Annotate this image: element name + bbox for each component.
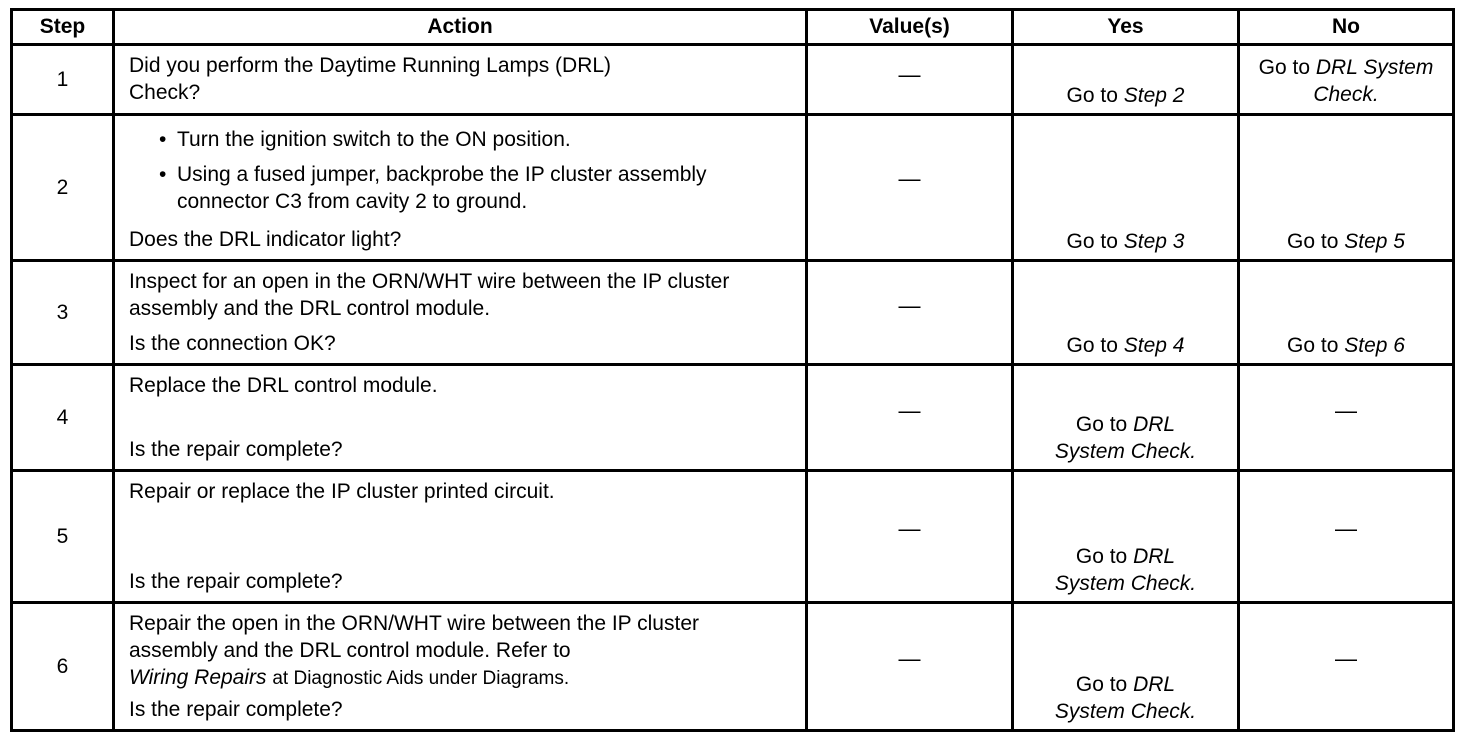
action-bullets: [129, 126, 795, 215]
header-yes: Yes: [1013, 10, 1239, 45]
no-result: Go to DRL System Check.: [1258, 56, 1434, 106]
values-cell: [807, 45, 1013, 115]
yes-cell: [1013, 365, 1239, 471]
values-cell: [807, 471, 1013, 603]
no-cell: [1239, 115, 1454, 261]
yes-cell: [1013, 261, 1239, 365]
step-number: 4: [12, 365, 114, 471]
action-cell: [114, 45, 807, 115]
header-action: Action: [114, 10, 807, 45]
action-cell: [114, 115, 807, 261]
table-row: [12, 261, 1454, 365]
no-cell: [1239, 45, 1454, 115]
action-text: Did you perform the Daytime Running Lamps (DRL) Check?: [129, 54, 612, 104]
action-question: Is the repair complete?: [129, 438, 343, 461]
no-dash: —: [1335, 646, 1357, 671]
table-row: [12, 603, 1454, 731]
value-dash: —: [898, 515, 921, 541]
no-dash: —: [1335, 515, 1357, 541]
table-row: [12, 365, 1454, 471]
yes-result: Go to DRL System Check.: [1054, 673, 1197, 723]
value-dash: —: [898, 398, 921, 424]
no-cell: [1239, 365, 1454, 471]
header-row: [12, 10, 1454, 45]
action-text: Repair or replace the IP cluster printed circuit.: [129, 480, 555, 503]
yes-result: Go to Step 4: [1066, 334, 1185, 357]
step-number: 5: [12, 471, 114, 603]
action-question: Does the DRL indicator light?: [129, 228, 402, 251]
no-cell: [1239, 261, 1454, 365]
values-cell: [807, 261, 1013, 365]
action-question: Is the repair complete?: [129, 570, 343, 593]
yes-cell: [1013, 45, 1239, 115]
action-cell: [114, 261, 807, 365]
bullet-item: • Using a fused jumper, backprobe the IP cluster assembly connector C3 from cavity 2 to ground.: [159, 161, 795, 215]
values-cell: [807, 115, 1013, 261]
values-cell: [807, 365, 1013, 471]
step-number: 3: [12, 261, 114, 365]
no-dash: —: [1335, 398, 1357, 424]
no-result: Go to Step 6: [1287, 334, 1405, 357]
step-number: 1: [12, 45, 114, 115]
action-cell: [114, 471, 807, 603]
diagnostic-table: [10, 8, 1455, 732]
table-row: [12, 45, 1454, 115]
step-number: 2: [12, 115, 114, 261]
value-dash: —: [898, 165, 921, 191]
yes-cell: [1013, 603, 1239, 731]
no-result: Go to Step 5: [1287, 230, 1405, 253]
header-values: Value(s): [807, 10, 1013, 45]
values-cell: [807, 603, 1013, 731]
no-cell: [1239, 471, 1454, 603]
table-row: [12, 115, 1454, 261]
action-cell: [114, 603, 807, 731]
action-text: Inspect for an open in the ORN/WHT wire between the IP cluster assembly and the DRL control module.: [129, 270, 730, 320]
action-question: Is the repair complete?: [129, 698, 343, 721]
yes-result: Go to DRL System Check.: [1054, 413, 1197, 463]
value-dash: —: [898, 62, 921, 88]
wiring-repairs-ref: Wiring Repairs: [129, 666, 267, 689]
table-row: [12, 471, 1454, 603]
value-dash: —: [898, 293, 921, 319]
value-dash: —: [898, 646, 921, 671]
step-number: 6: [12, 603, 114, 731]
yes-cell: [1013, 471, 1239, 603]
header-step: Step: [12, 10, 114, 45]
action-text: [115, 116, 805, 215]
yes-result: Go to Step 2: [1066, 84, 1185, 107]
header-no: No: [1239, 10, 1454, 45]
action-text: Repair the open in the ORN/WHT wire between the IP cluster assembly and the DRL control module. Refer to Wiring Repairs at Diagnostic Aids under Diagrams.: [129, 612, 699, 689]
yes-cell: [1013, 115, 1239, 261]
action-question: Is the connection OK?: [129, 332, 336, 355]
yes-result: Go to Step 3: [1066, 230, 1185, 253]
bullet-item: • Turn the ignition switch to the ON position.: [159, 126, 795, 153]
action-text: Replace the DRL control module.: [129, 374, 438, 397]
yes-result: Go to DRL System Check.: [1054, 545, 1197, 595]
no-cell: [1239, 603, 1454, 731]
action-cell: [114, 365, 807, 471]
